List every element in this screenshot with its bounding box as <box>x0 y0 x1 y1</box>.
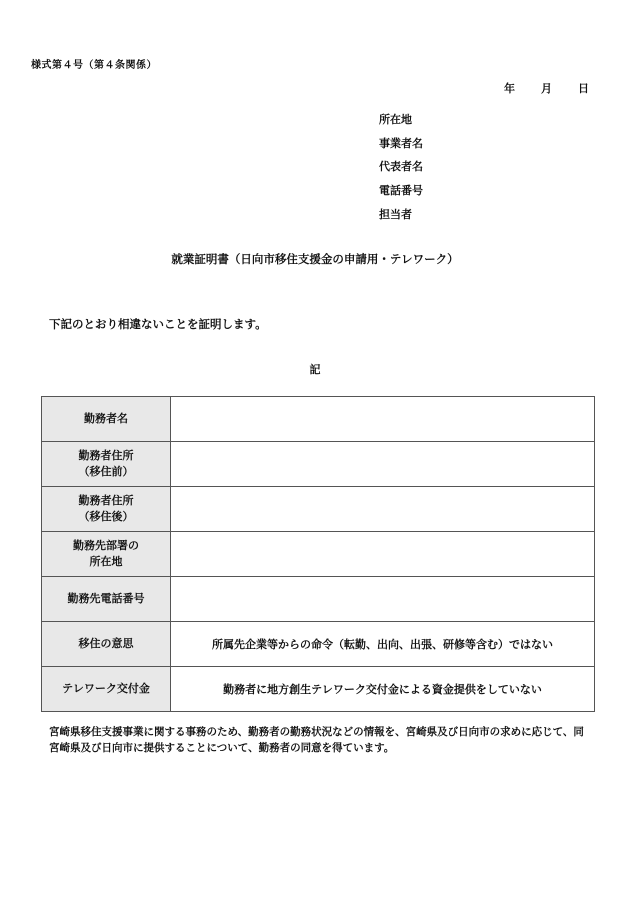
date-day: 日 <box>578 82 589 95</box>
table-row <box>42 532 595 577</box>
row-label: 勤務先部署の 所在地 <box>42 532 171 577</box>
row-value <box>171 532 595 577</box>
row-label: 勤務者住所 （移住前） <box>42 442 171 487</box>
date-month: 月 <box>541 82 552 95</box>
table-row <box>42 622 595 667</box>
consent-note: 宮崎県移住支援事業に関する事務のため、勤務者の勤務状況などの情報を、宮崎県及び日向市の求めに応じて、同宮崎県及び日向市に提供することについて、勤務者の同意を得ています。 <box>49 726 584 754</box>
row-label: 移住の意思 <box>42 622 171 667</box>
table-row <box>42 577 595 622</box>
document-title: 就業証明書（日向市移住支援金の申請用・テレワーク） <box>171 252 459 266</box>
row-label: テレワーク交付金 <box>42 667 171 712</box>
row-label: 勤務者住所 （移住後） <box>42 487 171 532</box>
row-value <box>171 487 595 532</box>
row-value: 所属先企業等からの命令（転勤、出向、出張、研修等含む）ではない <box>171 622 595 667</box>
intro-text: 下記のとおり相違ないことを証明します。 <box>49 317 267 331</box>
table-row <box>42 442 595 487</box>
table-row <box>42 397 595 442</box>
form-number: 様式第４号（第４条関係） <box>31 60 157 71</box>
applicant-phone-label: 電話番号 <box>379 184 423 197</box>
table-row <box>42 667 595 712</box>
row-value: 勤務者に地方創生テレワーク交付金による資金提供をしていない <box>171 667 595 712</box>
applicant-company-label: 事業者名 <box>379 137 423 150</box>
ki-heading: 記 <box>309 363 321 376</box>
row-label: 勤務先電話番号 <box>42 577 171 622</box>
applicant-representative-label: 代表者名 <box>379 160 423 173</box>
row-value <box>171 442 595 487</box>
certificate-table <box>41 396 595 712</box>
applicant-address-label: 所在地 <box>379 113 412 126</box>
applicant-contact-label: 担当者 <box>379 208 412 221</box>
row-label: 勤務者名 <box>42 397 171 442</box>
row-value <box>171 577 595 622</box>
table-row <box>42 487 595 532</box>
date-year: 年 <box>504 82 515 95</box>
row-value <box>171 397 595 442</box>
